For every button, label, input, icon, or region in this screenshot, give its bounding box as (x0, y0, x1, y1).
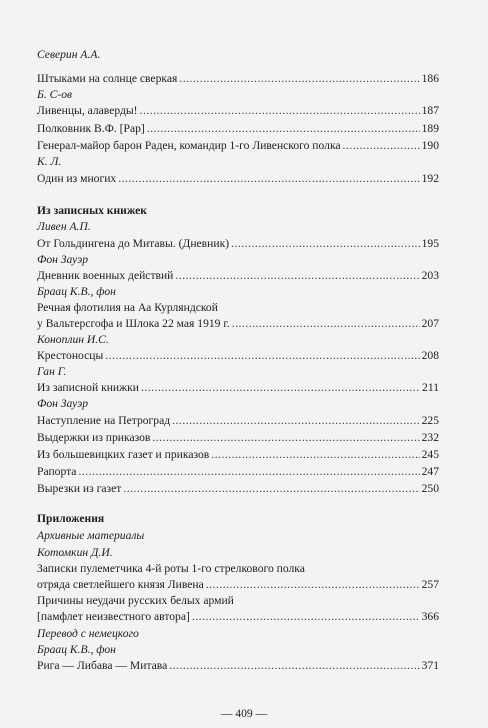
author-name: Фон Зауэр (37, 397, 89, 410)
entry-title: Выдержки из приказов (37, 431, 151, 444)
entry-title: у Вальтерсгофа и Шлока 22 мая 1919 г. (37, 317, 230, 330)
entry-title: От Гольдингена до Митавы. (Дневник) (37, 237, 230, 250)
entry-title: Рапорта (37, 465, 77, 478)
entry-page-number: 250 (421, 482, 439, 495)
entry-title-line (37, 561, 439, 577)
dot-leader (147, 121, 420, 137)
entry-title: Из записной книжки (37, 381, 139, 394)
toc-entry (37, 268, 439, 284)
entry-page-number: 225 (421, 414, 439, 427)
entry-title: отряда светлейшего князя Ливена (37, 578, 204, 591)
toc-entry (37, 171, 439, 187)
toc-entry (37, 430, 439, 446)
entry-title: Генерал-майор барон Раден, командир 1-го Ливенского полка (37, 139, 341, 152)
author-line (37, 47, 439, 63)
toc-entry (37, 380, 439, 396)
entry-page-number: 366 (421, 610, 439, 623)
entry-title: [памфлет неизвестного автора] (37, 610, 190, 623)
entry-title: Один из многих (37, 172, 117, 185)
entry-page-number: 195 (421, 237, 439, 250)
toc-entry (37, 316, 439, 332)
author-name: Браац К.В., фон (37, 643, 116, 656)
section-heading-text: Из записных книжек (37, 204, 147, 217)
author-line (37, 87, 439, 103)
author-name: Фон Зауэр (37, 253, 89, 266)
toc-entry (37, 236, 439, 252)
toc-entry (37, 447, 439, 463)
dot-leader (179, 71, 419, 87)
dot-leader (118, 171, 419, 187)
toc-entry (37, 413, 439, 429)
toc-entry (37, 138, 439, 154)
entry-page-number: 189 (421, 122, 439, 135)
toc-entry (37, 348, 439, 364)
subsection-label: Архивные материалы (37, 529, 145, 542)
entry-title: Вырезки из газет (37, 482, 122, 495)
author-name: Б. С-ов (37, 88, 73, 101)
entry-title: Полковник В.Ф. [Рар] (37, 122, 145, 135)
section-heading (37, 203, 439, 219)
entry-title: Штыками на солнце сверкая (37, 72, 178, 85)
toc-entry (37, 121, 439, 137)
entry-title: Записки пулеметчика 4-й роты 1-го стрелкового полка (37, 562, 305, 575)
page-number: — 409 — (220, 707, 268, 720)
toc-entry (37, 577, 439, 593)
author-line (37, 284, 439, 300)
author-line (37, 154, 439, 170)
entry-title: Крестоносцы (37, 349, 104, 362)
dot-leader (175, 268, 419, 284)
subsection-label: Перевод с немецкого (37, 627, 139, 640)
toc-entry (37, 103, 439, 119)
subsection-line (37, 626, 439, 642)
subsection-line (37, 528, 439, 544)
entry-page-number: 232 (421, 431, 439, 444)
entry-title: Ливенцы, алаверды! (37, 104, 138, 117)
dot-leader (152, 430, 419, 446)
author-name: Коноплин И.С. (37, 333, 109, 346)
entry-title: Речная флотилия на Аа Курляндской (37, 301, 218, 314)
entry-page-number: 245 (421, 448, 439, 461)
dot-leader (206, 577, 420, 593)
author-name: Котомкин Д.И. (37, 546, 113, 559)
author-name: Браац К.В., фон (37, 285, 116, 298)
toc-entry (37, 481, 439, 497)
entry-page-number: 190 (421, 139, 439, 152)
author-line (37, 252, 439, 268)
author-name: Северин А.А. (37, 48, 101, 61)
entry-page-number: 247 (421, 465, 439, 478)
author-line (37, 364, 439, 380)
entry-page-number: 203 (421, 269, 439, 282)
author-name: Ган Г. (37, 365, 67, 378)
entry-title: Из большевицких газет и приказов (37, 448, 210, 461)
author-line (37, 332, 439, 348)
author-name: Ливен А.П. (37, 220, 91, 233)
toc-entry (37, 609, 439, 625)
entry-title: Наступление на Петроград (37, 414, 171, 427)
entry-page-number: 192 (421, 172, 439, 185)
entry-title: Рига — Либава — Митава (37, 659, 168, 672)
author-line (37, 396, 439, 412)
toc-entry (37, 464, 439, 480)
entry-page-number: 257 (421, 578, 439, 591)
toc-entry (37, 658, 439, 674)
dot-leader (105, 348, 419, 364)
entry-title-line (37, 300, 439, 316)
entry-page-number: 187 (421, 104, 439, 117)
dot-leader (140, 103, 420, 119)
dot-leader (78, 464, 419, 480)
entry-page-number: 207 (421, 317, 439, 330)
section-heading-text: Приложения (37, 512, 105, 525)
dot-leader (231, 236, 420, 252)
dot-leader (343, 138, 420, 154)
author-line (37, 219, 439, 235)
entry-page-number: 211 (422, 381, 439, 394)
entry-page-number: 371 (421, 659, 439, 672)
toc-entry (37, 71, 439, 87)
author-line (37, 642, 439, 658)
author-line (37, 545, 439, 561)
entry-title: Дневник военных действий (37, 269, 174, 282)
section-heading (37, 511, 439, 527)
entry-page-number: 186 (421, 72, 439, 85)
entry-title: Причины неудачи русских белых армий (37, 594, 234, 607)
author-name: К. Л. (37, 155, 62, 168)
dot-leader (141, 380, 420, 396)
entry-title-line (37, 593, 439, 609)
entry-page-number: 208 (421, 349, 439, 362)
dot-leader (172, 413, 419, 429)
dot-leader (123, 481, 419, 497)
dot-leader (192, 609, 420, 625)
dot-leader (211, 447, 419, 463)
dot-leader (232, 316, 420, 332)
dot-leader (169, 658, 419, 674)
